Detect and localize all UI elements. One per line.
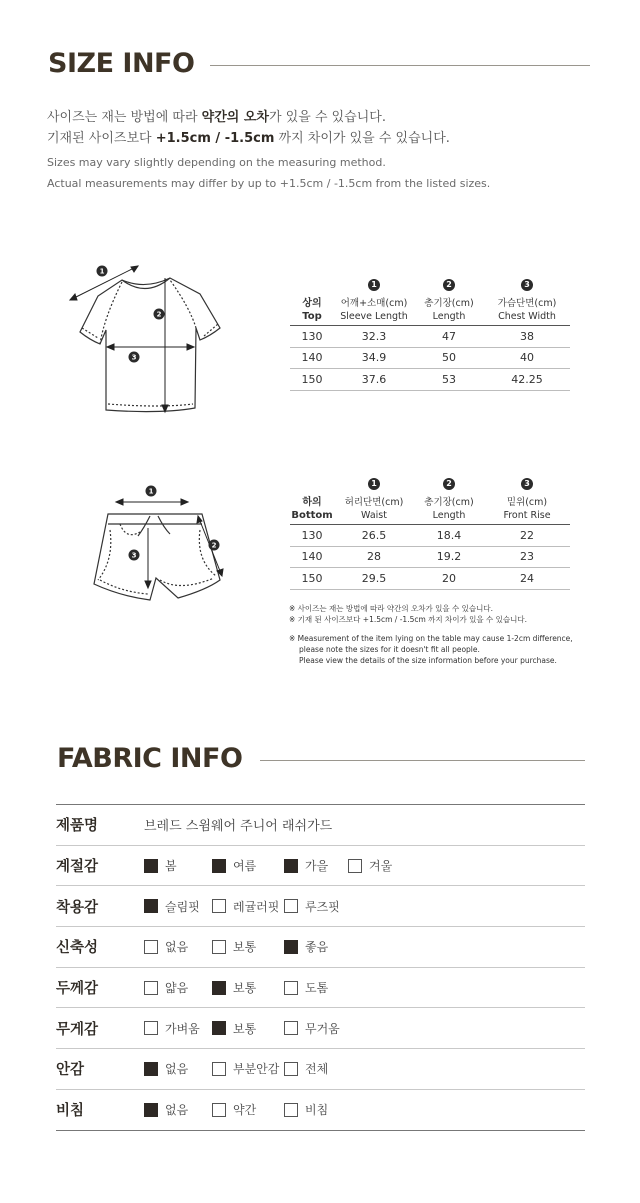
header-ko: 상의 [302, 297, 322, 309]
table-cell: 42.25 [511, 372, 543, 386]
tshirt-flat-icon [60, 258, 230, 423]
table-cell: 18.4 [436, 528, 462, 542]
number-badge-2: 2 [443, 478, 455, 490]
fabric-option [144, 1060, 212, 1077]
fabric-row [56, 1049, 585, 1090]
fabric-option [212, 898, 284, 915]
notice-en-1: Sizes may vary slightly depending on the measuring method. [47, 156, 386, 169]
unchecked-box-icon [212, 1103, 226, 1117]
table-cell: 150 [301, 372, 323, 386]
fabric-table [56, 804, 585, 1131]
svg-text:2: 2 [156, 310, 162, 319]
fabric-option-label: 전체 [305, 1062, 329, 1077]
number-badge-1: 1 [368, 279, 380, 291]
fabric-option-label: 없음 [165, 1062, 189, 1077]
fabric-option-label: 없음 [165, 940, 189, 955]
unchecked-box-icon [284, 1062, 298, 1076]
note-en-1: ※ Measurement of the item lying on the table may cause 1-2cm difference, [289, 634, 573, 643]
fabric-option-label: 슬림핏 [165, 899, 200, 914]
fabric-option-label: 레귤러핏 [233, 899, 280, 914]
table-cell: 130 [301, 528, 323, 542]
checked-box-icon [212, 859, 226, 873]
table-cell: 34.9 [361, 351, 387, 365]
svg-text:1: 1 [99, 267, 105, 276]
unchecked-box-icon [284, 981, 298, 995]
fabric-row-label: 신축성 [56, 940, 99, 957]
fabric-option-label: 부분안감 [233, 1062, 280, 1077]
checked-box-icon [144, 899, 158, 913]
top-size-table [290, 276, 570, 391]
checked-box-icon [284, 940, 298, 954]
table-cell: 20 [442, 571, 456, 585]
checked-box-icon [284, 859, 298, 873]
table-header-row [290, 294, 570, 326]
fabric-option [144, 898, 212, 915]
fabric-option-label: 보통 [233, 1021, 257, 1036]
table-cell: 26.5 [361, 528, 387, 542]
notice-en-2: Actual measurements may differ by up to +1.5cm / -1.5cm from the listed sizes. [47, 177, 491, 190]
shorts-flat-icon [80, 480, 230, 610]
fabric-option [144, 857, 212, 874]
fabric-row-label: 안감 [56, 1062, 85, 1079]
fabric-row-label: 두께감 [56, 981, 99, 998]
fabric-option [144, 938, 212, 955]
checked-box-icon [144, 859, 158, 873]
fabric-row [56, 927, 585, 968]
product-name: 브레드 스윔웨어 주니어 래쉬가드 [144, 819, 333, 835]
fabric-option [284, 898, 354, 915]
fabric-option-label: 봄 [165, 859, 177, 874]
header-en: Bottom [291, 509, 333, 521]
number-badge-1: 1 [368, 478, 380, 490]
header-ko: 하의 [302, 496, 322, 508]
svg-text:3: 3 [131, 551, 137, 560]
col-ko: 허리단면(cm) [344, 496, 404, 508]
fabric-option-label: 여름 [233, 859, 257, 874]
table-cell: 140 [301, 351, 323, 365]
col-ko: 어깨+소매(cm) [340, 297, 408, 309]
table-cell: 32.3 [361, 329, 387, 343]
fabric-option-label: 약간 [233, 1103, 257, 1118]
unchecked-box-icon [348, 859, 362, 873]
fabric-row [56, 846, 585, 887]
table-cell: 140 [301, 550, 323, 564]
fabric-option [284, 857, 348, 874]
fabric-row [56, 1008, 585, 1049]
fabric-row-label: 제품명 [56, 818, 99, 835]
table-row [290, 547, 570, 569]
fabric-option [212, 1101, 284, 1118]
table-number-row [290, 475, 570, 493]
fabric-row [56, 886, 585, 927]
table-cell: 22 [520, 528, 534, 542]
note-ko-2: ※ 기재 된 사이즈보다 +1.5cm / -1.5cm 까지 차이가 있을 수 있습니다. [289, 615, 528, 624]
svg-text:2: 2 [211, 541, 217, 550]
table-cell: 19.2 [436, 550, 462, 564]
col-ko: 가슴단면(cm) [497, 297, 557, 309]
checked-box-icon [144, 1103, 158, 1117]
unchecked-box-icon [212, 940, 226, 954]
fabric-option-label: 루즈핏 [305, 899, 340, 914]
size-info-title: SIZE INFO [48, 48, 195, 79]
table-number-row [290, 276, 570, 294]
notice-ko-1: 사이즈는 재는 방법에 따라 약간의 오차가 있을 수 있습니다. [47, 110, 386, 125]
unchecked-box-icon [144, 940, 158, 954]
fabric-row-label: 무게감 [56, 1021, 99, 1038]
col-ko: 총기장(cm) [424, 297, 474, 309]
col-ko: 밑위(cm) [506, 496, 548, 508]
fabric-option [284, 938, 354, 955]
fabric-row [56, 968, 585, 1009]
fabric-option [144, 1101, 212, 1118]
fabric-option [212, 979, 284, 996]
fabric-option [348, 857, 408, 874]
unchecked-box-icon [212, 1062, 226, 1076]
bottom-size-table [290, 475, 570, 590]
col-ko: 총기장(cm) [424, 496, 474, 508]
table-header-row [290, 493, 570, 525]
fabric-option [144, 1020, 212, 1037]
table-cell: 40 [520, 351, 534, 365]
fabric-row [56, 1090, 585, 1131]
col-en: Front Rise [503, 509, 551, 521]
table-row [290, 568, 570, 590]
col-en: Waist [361, 509, 387, 521]
fabric-option-label: 도톰 [305, 981, 329, 996]
fabric-option [212, 1020, 284, 1037]
table-row [290, 326, 570, 348]
unchecked-box-icon [284, 899, 298, 913]
number-badge-2: 2 [443, 279, 455, 291]
table-row [290, 348, 570, 370]
fabric-option [212, 1060, 284, 1077]
fabric-option-label: 비침 [305, 1103, 329, 1118]
fabric-option [144, 979, 212, 996]
svg-text:1: 1 [148, 487, 154, 496]
fabric-option-label: 얇음 [165, 981, 189, 996]
unchecked-box-icon [144, 1021, 158, 1035]
table-cell: 24 [520, 571, 534, 585]
unchecked-box-icon [144, 981, 158, 995]
fabric-option [284, 1060, 354, 1077]
unchecked-box-icon [284, 1021, 298, 1035]
table-row [290, 525, 570, 547]
fabric-option-label: 없음 [165, 1103, 189, 1118]
fabric-option-label: 보통 [233, 940, 257, 955]
fabric-option-label: 좋음 [305, 940, 329, 955]
checked-box-icon [212, 1021, 226, 1035]
number-badge-3: 3 [521, 478, 533, 490]
table-cell: 130 [301, 329, 323, 343]
notice-ko-2: 기재된 사이즈보다 +1.5cm / -1.5cm 까지 차이가 있을 수 있습니다. [47, 131, 450, 146]
fabric-option-label: 보통 [233, 981, 257, 996]
table-cell: 37.6 [361, 372, 387, 386]
fabric-row-product [56, 805, 585, 846]
fabric-option-label: 가벼움 [165, 1021, 200, 1036]
fabric-option [212, 938, 284, 955]
fabric-row-label: 착용감 [56, 899, 99, 916]
table-cell: 38 [520, 329, 534, 343]
unchecked-box-icon [212, 899, 226, 913]
fabric-option-label: 겨울 [369, 859, 393, 874]
fabric-option [284, 1101, 354, 1118]
fabric-row-label: 계절감 [56, 859, 99, 876]
note-en-3: Please view the details of the size information before your purchase. [299, 656, 557, 665]
col-en: Sleeve Length [340, 310, 408, 322]
table-cell: 29.5 [361, 571, 387, 585]
fabric-row-label: 비침 [56, 1103, 85, 1120]
checked-box-icon [212, 981, 226, 995]
fabric-option [212, 857, 284, 874]
fabric-option [284, 1020, 354, 1037]
fabric-info-title: FABRIC INFO [57, 743, 243, 774]
fabric-info-divider [260, 760, 585, 761]
col-en: Length [432, 310, 466, 322]
table-cell: 53 [442, 372, 456, 386]
col-en: Length [432, 509, 466, 521]
fabric-option [284, 979, 354, 996]
col-en: Chest Width [498, 310, 556, 322]
table-cell: 28 [367, 550, 381, 564]
checked-box-icon [144, 1062, 158, 1076]
size-notes [289, 603, 589, 666]
table-row [290, 369, 570, 391]
table-cell: 50 [442, 351, 456, 365]
svg-text:3: 3 [131, 353, 137, 362]
header-en: Top [302, 310, 322, 322]
table-cell: 47 [442, 329, 456, 343]
size-info-divider [210, 65, 590, 66]
fabric-option-label: 가을 [305, 859, 329, 874]
number-badge-3: 3 [521, 279, 533, 291]
fabric-option-label: 무거움 [305, 1021, 340, 1036]
table-cell: 150 [301, 571, 323, 585]
note-ko-1: ※ 사이즈는 재는 방법에 따라 약간의 오차가 있을 수 있습니다. [289, 604, 494, 613]
note-en-2: please note the sizes for it doesn't fit all people. [299, 645, 480, 654]
unchecked-box-icon [284, 1103, 298, 1117]
table-cell: 23 [520, 550, 534, 564]
